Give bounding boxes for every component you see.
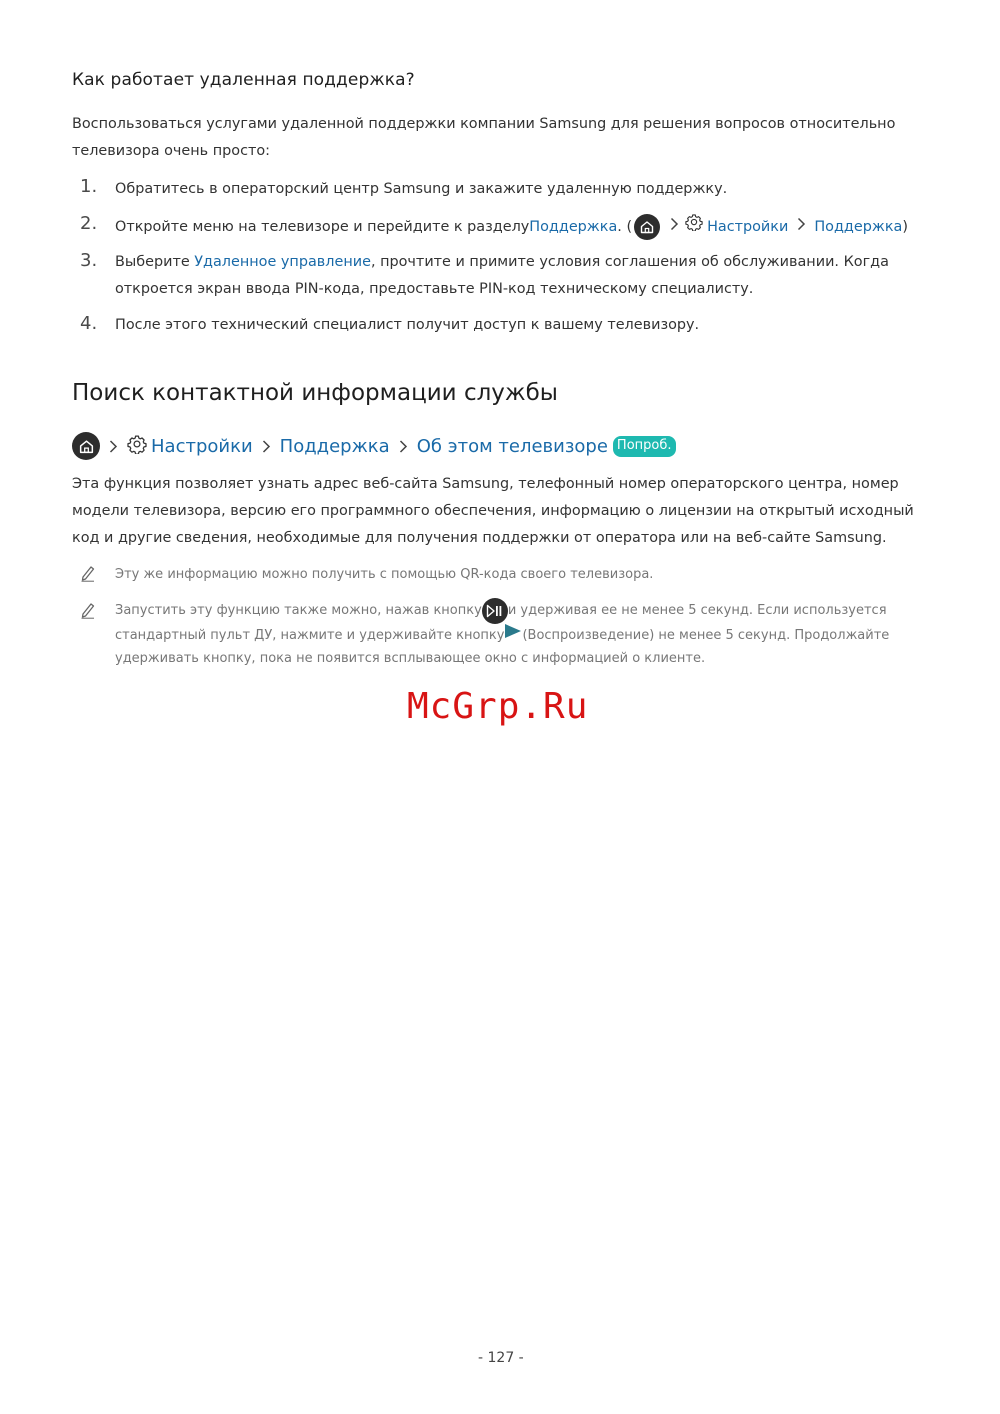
watermark: McGrp.Ru [407, 686, 589, 727]
nav-settings-link[interactable]: Настройки [151, 435, 253, 457]
intro-line-1: Воспользоваться услугами удаленной поддержки компании Samsung для решения вопросов относительно [72, 116, 896, 132]
play-pause-icon [482, 598, 508, 624]
note-button-line-1 [115, 598, 887, 624]
home-icon [634, 214, 660, 240]
step-text: После этого технический специалист получит доступ к вашему телевизору. [115, 317, 700, 333]
gear-icon [685, 213, 703, 241]
chevron-right-icon [797, 214, 806, 241]
step-number: 2. [80, 213, 98, 234]
step-text-before: Откройте меню на телевизоре и перейдите к разделу [115, 218, 530, 235]
step-number: 4. [80, 313, 98, 334]
chevron-right-icon [109, 439, 118, 454]
step-text-after: . ( [617, 218, 633, 235]
step-text: Обратитесь в операторский центр Samsung и закажите удаленную поддержку. [115, 181, 728, 197]
chevron-right-icon [670, 214, 679, 241]
nav-about-tv-link[interactable]: Об этом телевизоре [416, 435, 608, 457]
step-text [115, 249, 889, 276]
support-path-link[interactable]: Поддержка [814, 218, 903, 235]
settings-link[interactable]: Настройки [707, 218, 789, 235]
page-number: - 127 - [478, 1350, 524, 1366]
note-button-line-3: удерживать кнопку, пока не появится всплывающее окно с информацией о клиенте. [115, 651, 706, 666]
note2-text-part1: Запустить эту функцию также можно, нажав кнопку [115, 603, 482, 618]
gear-icon [127, 434, 147, 459]
note-qr-code: Эту же информацию можно получить с помощью QR-кода своего телевизора. [115, 567, 654, 582]
pencil-note-icon [80, 601, 96, 623]
chevron-right-icon [399, 439, 408, 454]
pencil-note-icon [80, 564, 96, 586]
section-heading-contact-info: Поиск контактной информации службы [72, 380, 558, 406]
note2-text-part2: и удерживая ее не менее 5 секунд. Если используется [507, 603, 887, 618]
nav-support-link[interactable]: Поддержка [279, 435, 390, 457]
section-heading-remote-support: Как работает удаленная поддержка? [72, 70, 415, 90]
contact-paragraph-line-2: модели телевизора, версию его программного обеспечения, информацию о лицензии на открытый исходный [72, 503, 914, 519]
step-text-before: Выберите [115, 254, 195, 270]
chevron-right-icon [262, 439, 271, 454]
support-link[interactable]: Поддержка [529, 218, 618, 235]
step-text-after: , прочтите и примите условия соглашения об обслуживании. Когда [370, 254, 889, 270]
note-button-line-2 [115, 623, 889, 648]
step-text [115, 213, 908, 241]
contact-paragraph-line-3: код и другие сведения, необходимые для получения поддержки от оператора или на веб-сайте Samsung. [72, 530, 887, 546]
step-number: 3. [80, 250, 98, 271]
try-now-badge[interactable]: Попроб. [613, 436, 676, 457]
step-number: 1. [80, 176, 98, 197]
step-text-line-2: откроется экран ввода PIN-кода, предоставьте PIN-код техническому специалисту. [115, 281, 754, 297]
intro-line-2: телевизора очень просто: [72, 143, 271, 159]
note2-line2-part1: стандартный пульт ДУ, нажмите и удерживайте кнопку [115, 627, 505, 643]
paren-close: ) [902, 218, 908, 235]
note2-line2-part2: (Воспроизведение) не менее 5 секунд. Продолжайте [522, 627, 890, 643]
play-icon [504, 623, 522, 648]
remote-management-link[interactable]: Удаленное управление [194, 254, 371, 270]
menu-path [72, 432, 676, 460]
home-icon [72, 432, 100, 460]
contact-paragraph-line-1: Эта функция позволяет узнать адрес веб-сайта Samsung, телефонный номер операторского центра, номер [72, 476, 899, 492]
